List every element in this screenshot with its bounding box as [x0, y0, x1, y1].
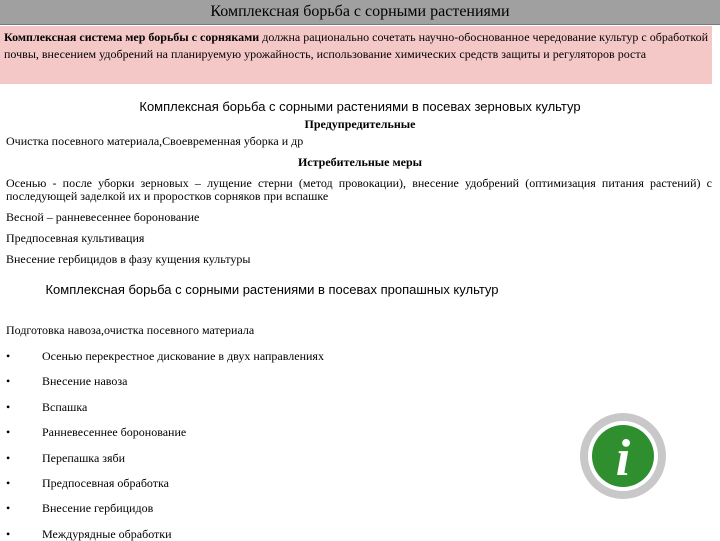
- preventive-heading: Предупредительные: [304, 117, 416, 131]
- list-item-text: Внесение гербицидов: [42, 501, 154, 516]
- spring-text: Весной – ранневесеннее боронование: [6, 210, 200, 224]
- slide-title: Комплексная борьба с сорными растениями: [0, 0, 720, 25]
- intro-lead: Комплексная система мер борьбы с сорняками: [4, 30, 260, 44]
- bullet-dot: •: [6, 501, 11, 516]
- list-item-text: Перепашка зяби: [42, 450, 126, 465]
- list-item-text: Предпосевная обработка: [42, 476, 169, 490]
- row-crops-intro: Подготовка навоза,очистка посевного материала: [6, 323, 255, 337]
- info-icon-glyph: i: [615, 430, 631, 487]
- herbicides-text: Внесение гербицидов в фазу кущения культуры: [6, 252, 251, 266]
- list-item-text: Ранневесеннее боронование: [42, 425, 187, 440]
- bullet-dot: •: [6, 425, 11, 440]
- info-icon: [578, 411, 668, 501]
- bullet-dot: •: [6, 450, 11, 465]
- presowing-text: Предпосевная культивация: [6, 231, 145, 245]
- intro-rest: должна рационально сочетать научно-обоснованное чередование культур с обработкой почвы, внесением удобрений на планируемую урожайность, использование химических средств защиты и регуляторов роста: [4, 30, 708, 61]
- autumn-text: Осенью - после уборки зерновых – лущение стерни (метод провокации), внесение удобрений (оптимизация питания растений) с последующей заделкой их и проростков сорняков при вспашке: [6, 176, 712, 203]
- bullet-dot: •: [6, 374, 11, 389]
- bullet-dot: •: [6, 526, 11, 541]
- grain-heading: Комплексная борьба с сорными растениями в посевах зерновых культур: [139, 99, 581, 114]
- list-item-text: Осенью перекрестное дискование в двух направлениях: [42, 349, 324, 363]
- bullet-dot: •: [6, 399, 11, 414]
- list-item-text: Междурядные обработки: [42, 526, 172, 541]
- list-item-text: Внесение навоза: [42, 374, 128, 389]
- list-item-text: Вспашка: [42, 399, 88, 414]
- bullet-dot: •: [6, 349, 11, 363]
- bullet-dot: •: [6, 476, 11, 490]
- exterminating-heading: Истребительные меры: [297, 155, 423, 169]
- preventive-text: Очистка посевного материала,Своевременная уборка и др: [6, 134, 304, 148]
- intro-paragraph: [0, 26, 712, 84]
- row-crops-heading: Комплексная борьба с сорными растениями в посевах пропашных культур: [45, 282, 499, 297]
